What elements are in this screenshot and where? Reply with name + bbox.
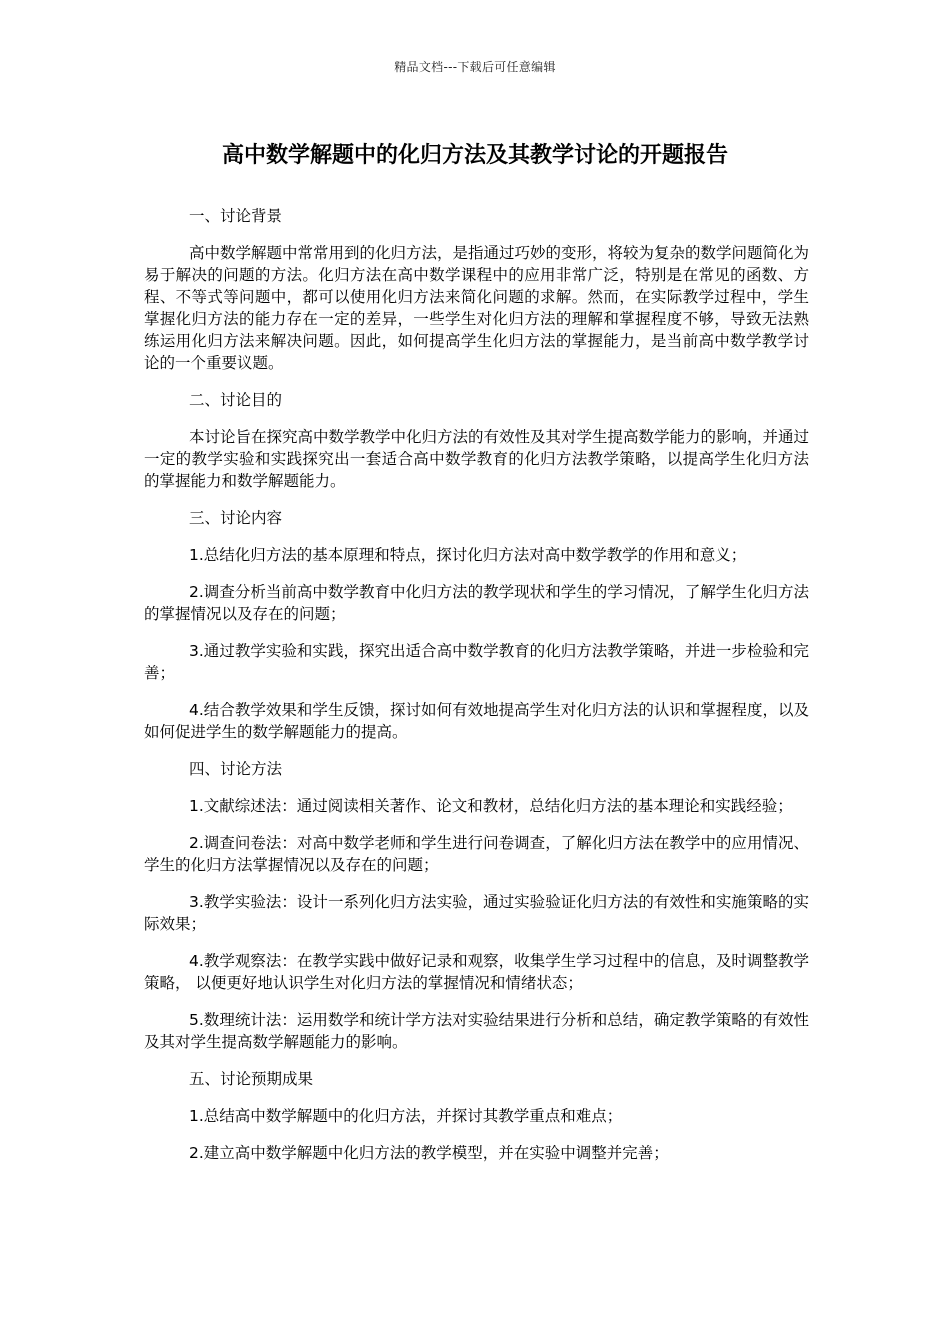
section-heading: 三、讨论内容 (189, 509, 283, 527)
list-item: 2.调查分析当前高中数学教育中化归方法的教学现状和学生的学习情况，了解学生化归方法的掌握情况以及存在的问题； (144, 583, 809, 623)
list-item: 2.调查问卷法：对高中数学老师和学生进行问卷调查，了解化归方法在教学中的应用情况、学生的化归方法掌握情况以及存在的问题； (144, 834, 809, 874)
list-item: 1.总结高中数学解题中的化归方法，并探讨其教学重点和难点； (189, 1107, 623, 1125)
section-heading: 一、讨论背景 (189, 207, 283, 225)
paragraph: 高中数学解题中常常用到的化归方法，是指通过巧妙的变形，将较为复杂的数学问题简化为易于解决的问题的方法。化归方法在高中数学课程中的应用非常广泛，特别是在常见的函数、方程、不等式等问题中，都可以使用化归方法来简化问题的求解。然而，在实际教学过程中，学生掌握化归方法的能力存在一定的差异，一些学生对化归方法的理解和掌握程度不够，导致无法熟练运用化归方法来解决问题。因此，如何提高学生化归方法的掌握能力，是当前高中数学教学讨论的一个重要议题。 (144, 244, 810, 372)
list-item: 2.建立高中数学解题中化归方法的教学模型，并在实验中调整并完善； (189, 1144, 669, 1162)
paragraph: 本讨论旨在探究高中数学教学中化归方法的有效性及其对学生提高数学能力的影响，并通过一定的教学实验和实践探究出一套适合高中数学教育的化归方法教学策略，以提高学生化归方法的掌握能力和数学解题能力。 (144, 428, 810, 490)
list-item: 3.教学实验法：设计一系列化归方法实验，通过实验验证化归方法的有效性和实施策略的实际效果； (144, 893, 809, 933)
list-item: 4.结合教学效果和学生反馈，探讨如何有效地提高学生对化归方法的认识和掌握程度，以及如何促进学生的数学解题能力的提高。 (144, 701, 809, 741)
section-heading: 五、讨论预期成果 (189, 1070, 314, 1088)
list-item: 3.通过教学实验和实践，探究出适合高中数学教育的化归方法教学策略，并进一步检验和完善； (144, 642, 809, 682)
list-item: 5.数理统计法：运用数学和统计学方法对实验结果进行分析和总结，确定教学策略的有效性及其对学生提高数学解题能力的影响。 (144, 1011, 809, 1051)
section-heading: 四、讨论方法 (189, 760, 283, 778)
section-heading: 二、讨论目的 (189, 391, 283, 409)
list-item: 1.总结化归方法的基本原理和特点，探讨化归方法对高中数学教学的作用和意义； (189, 546, 747, 564)
list-item: 1.文献综述法：通过阅读相关著作、论文和教材，总结化归方法的基本理论和实践经验； (189, 797, 793, 815)
document-title: 高中数学解题中的化归方法及其教学讨论的开题报告 (221, 143, 728, 168)
list-item: 4.教学观察法：在教学实践中做好记录和观察，收集学生学习过程中的信息，及时调整教学策略， 以便更好地认识学生对化归方法的掌握情况和情绪状态； (144, 952, 809, 992)
document-body (144, 205, 809, 1179)
header-note: 精品文档---下载后可任意编辑 (394, 60, 556, 74)
